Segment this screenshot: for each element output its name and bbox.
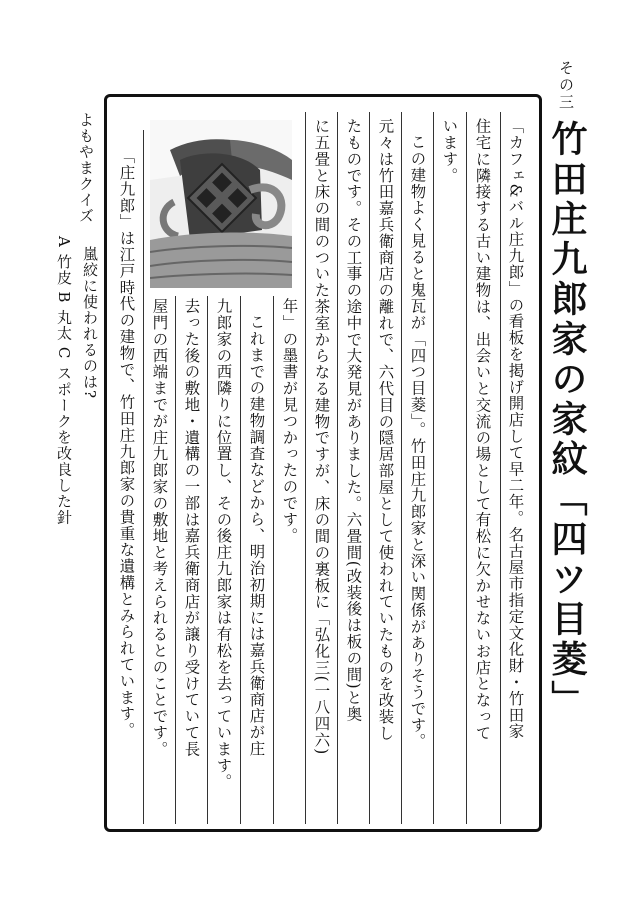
onigawara-illustration: [150, 120, 292, 288]
column-rule: [143, 296, 144, 824]
body-column: 去った後の敷地・遺構の一部は嘉兵衛商店が譲り受けていて長: [182, 298, 201, 758]
quiz-question: 嵐絞に使われるのは?: [81, 246, 99, 400]
column-rule: [401, 112, 402, 824]
column-rule: [143, 130, 144, 296]
column-rule: [500, 112, 501, 824]
column-rule: [433, 112, 434, 824]
page-title: 竹田庄九郎家の家紋「四ツ目菱」: [546, 120, 587, 720]
body-column: 年」の墨書が見つかったのです。: [280, 298, 299, 544]
body-column: 「カフェ&バル庄九郎」の看板を掲げ開店して早二年。名古屋市指定文化財・竹田家: [506, 118, 525, 740]
column-rule: [305, 112, 306, 824]
body-column: 住宅に隣接する古い建物は、出会いと交流の場として有松に欠かせないお店となって: [473, 118, 492, 742]
series-label: その三: [557, 60, 575, 111]
quiz-title: よもやまクイズ: [77, 112, 95, 224]
body-column: 屋門の西端までが庄九郎家の敷地と考えられるとのことです。: [150, 298, 169, 758]
column-rule: [207, 296, 208, 824]
body-column: に五畳と床の間のついた茶室からなる建物ですが、床の間の裏板に「弘化三(一八四六): [312, 118, 331, 756]
body-column: これまでの建物調査などから、明治初期には嘉兵衛商店が庄: [247, 314, 266, 757]
column-rule: [369, 112, 370, 824]
body-column: 「庄九郎」は江戸時代の建物で、竹田庄九郎家の貴重な遺構とみられています。: [117, 148, 136, 739]
body-column: 元々は竹田嘉兵衛商店の離れで、六代目の隠居部屋として使われていたものを改装し: [376, 118, 395, 742]
body-column: 九郎家の西隣りに位置し、その後庄九郎家は有松を去っています。: [214, 298, 233, 790]
column-rule: [175, 296, 176, 824]
column-rule: [466, 112, 467, 824]
body-column: います。: [440, 118, 459, 184]
body-column: たものです。その工事の途中で大発見がありました。六畳間(改装後は板の間)と奥: [344, 118, 363, 723]
quiz-options: A 竹皮 B 丸太 C スポークを改良した針: [55, 236, 73, 526]
column-rule: [240, 296, 241, 824]
column-rule: [273, 296, 274, 824]
body-column: この建物よく見ると鬼瓦が「四つ目菱」。竹田庄九郎家と深い関係がありそうです。: [408, 134, 427, 750]
onigawara-photo: [150, 120, 292, 288]
column-rule: [337, 112, 338, 824]
